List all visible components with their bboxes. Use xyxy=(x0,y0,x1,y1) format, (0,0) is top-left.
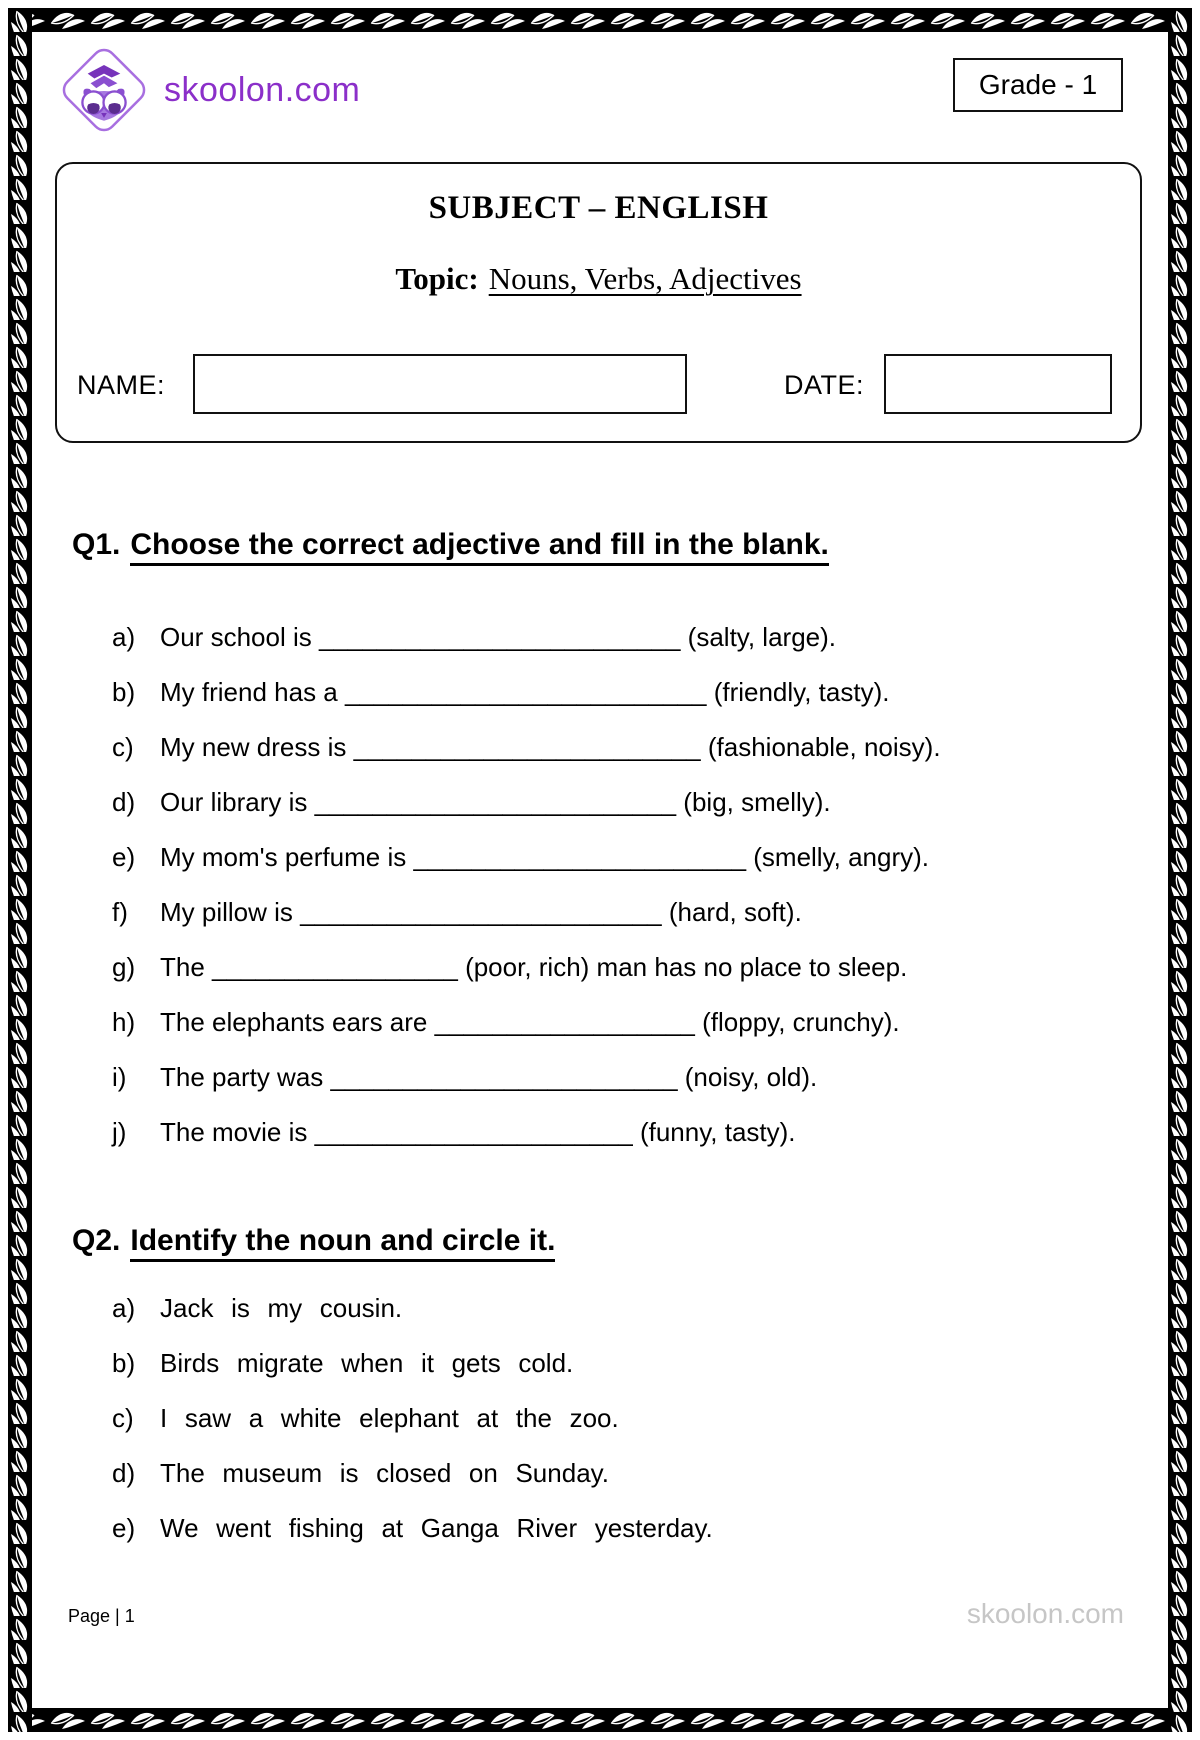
item-text: The movie is ______________________ (funny, tasty). xyxy=(160,1117,796,1147)
topic-value: Nouns, Verbs, Adjectives xyxy=(488,261,802,296)
item-label: d) xyxy=(112,1458,136,1488)
item-label: b) xyxy=(112,677,136,707)
q1-item xyxy=(112,830,1112,885)
header-box xyxy=(55,162,1142,443)
item-text: The party was ________________________ (noisy, old). xyxy=(160,1062,818,1092)
q2-item xyxy=(112,1281,1112,1336)
item-text: My friend has a _________________________ (friendly, tasty). xyxy=(160,677,890,707)
q1-item xyxy=(112,995,1112,1050)
q2-item xyxy=(112,1501,1112,1556)
q1-item xyxy=(112,775,1112,830)
q1-number: Q1. xyxy=(72,528,121,561)
q2-item xyxy=(112,1391,1112,1446)
decorative-border-top-icon xyxy=(8,8,1192,32)
item-label: h) xyxy=(112,1007,136,1037)
logo-text: skoolon.com xyxy=(164,70,361,109)
q1-item xyxy=(112,720,1112,775)
q1-item-list xyxy=(112,610,1112,1160)
q1-heading xyxy=(72,528,829,562)
item-label: c) xyxy=(112,732,134,762)
item-text: The _________________ (poor, rich) man has no place to sleep. xyxy=(160,952,908,982)
q1-item xyxy=(112,665,1112,720)
q2-item-list xyxy=(112,1281,1112,1556)
q2-heading xyxy=(72,1224,555,1258)
name-input[interactable] xyxy=(193,354,687,414)
item-label: b) xyxy=(112,1348,136,1378)
q1-title: Choose the correct adjective and fill in the blank. xyxy=(130,528,829,566)
item-label: j) xyxy=(112,1117,127,1147)
date-label: DATE: xyxy=(784,370,865,400)
grade-badge-label: Grade - 1 xyxy=(978,69,1098,100)
item-label: e) xyxy=(112,842,136,872)
skoolon-owl-logo-icon xyxy=(56,42,152,138)
item-label: a) xyxy=(112,1293,136,1323)
decorative-border-bottom-icon xyxy=(8,1708,1192,1732)
topic-label: Topic: xyxy=(395,261,479,296)
item-label: d) xyxy=(112,787,136,817)
item-text: I saw a white elephant at the zoo. xyxy=(160,1403,619,1433)
item-text: My pillow is _________________________ (hard, soft). xyxy=(160,897,802,927)
item-text: The museum is closed on Sunday. xyxy=(160,1458,609,1488)
logo xyxy=(56,42,360,138)
item-text: The elephants ears are __________________ (floppy, crunchy). xyxy=(160,1007,900,1037)
item-label: g) xyxy=(112,952,136,982)
subject-title: SUBJECT – ENGLISH xyxy=(428,190,769,226)
decorative-border-right-icon xyxy=(1168,8,1192,1732)
item-label: f) xyxy=(112,897,128,927)
grade-badge xyxy=(953,58,1123,112)
q1-item xyxy=(112,1050,1112,1105)
item-text: Our library is _________________________ (big, smelly). xyxy=(160,787,831,817)
item-text: We went fishing at Ganga River yesterday. xyxy=(160,1513,713,1543)
q2-item xyxy=(112,1336,1112,1391)
item-label: a) xyxy=(112,622,136,652)
item-text: My new dress is ________________________ (fashionable, noisy). xyxy=(160,732,941,762)
name-label: NAME: xyxy=(77,370,166,400)
q2-number: Q2. xyxy=(72,1224,121,1257)
topic-line xyxy=(57,261,1140,297)
item-label: i) xyxy=(112,1062,127,1092)
q2-item xyxy=(112,1446,1112,1501)
item-text: Our school is _________________________ (salty, large). xyxy=(160,622,836,652)
q1-item xyxy=(112,1105,1112,1160)
q1-item xyxy=(112,885,1112,940)
item-text: My mom's perfume is _______________________ (smelly, angry). xyxy=(160,842,930,872)
footer-watermark: skoolon.com xyxy=(966,1598,1124,1629)
item-text: Jack is my cousin. xyxy=(160,1293,403,1323)
footer-page-number: Page | 1 xyxy=(68,1606,135,1626)
decorative-border-left-icon xyxy=(8,8,32,1732)
q1-item xyxy=(112,610,1112,665)
q2-title: Identify the noun and circle it. xyxy=(130,1224,555,1262)
item-label: c) xyxy=(112,1403,134,1433)
q1-item xyxy=(112,940,1112,995)
item-label: e) xyxy=(112,1513,136,1543)
date-input[interactable] xyxy=(884,354,1112,414)
item-text: Birds migrate when it gets cold. xyxy=(160,1348,574,1378)
